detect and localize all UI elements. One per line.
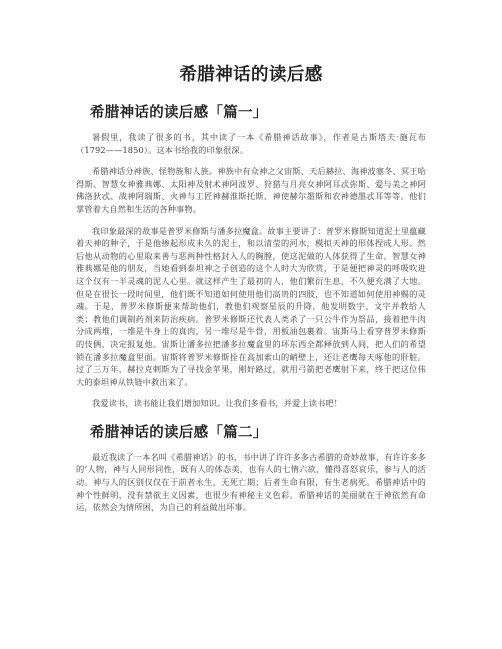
paragraph: 我印象最深的故事是普罗米修斯与潘多拉魔盒。故事主要讲了：普罗米修斯知道泥土里蕴藏着天神的种子，于是他掺起形成未久的泥土，和以清莹的河水，模拟天神的形体捏成人形。然后他从动物的心里取来善与恶两种性格封入人的胸膛，使这泥做的人体获得了生命。智慧女神雅典娜是他的朋友，当她看到泰坦神之子创造的这个人时大为欣赏，于是便把神灵的呼吸吹进这个仅有一半灵魂的泥人心里。就这样产生了最初的人，他们繁衍生息，不久便充满了大地。但是在很长一段时间里，他们既不知道如何使用他们高贵的四肢，也不知道如何使用神赐的灵魂。于是，普罗米修斯便来帮助他们，教他们观察星辰的升降，他发明数字、文字并教给人类；教他们调制药剂来防治疾病。普罗米修斯还代表人类杀了一只公牛作为祭品，接着把牛肉分成两堆，一堆是牛身上的真肉，另一堆尽是牛骨，用板油包裹着。宙斯马上看穿普罗米修斯的伎俩，决定报复他。宙斯让潘多拉把潘多拉魔盒里的坏东西全都释放到人间，把人们的希望锁在潘多拉魔盒里面。宙斯将普罗米修斯拴在高加索山的峭壁上，还让老鹰每天啄他的肝脏。过了三万年，赫拉克剌斯为了寻找金苹果，刚好路过，就用弓箭把老鹰射下来，终于把这位伟大的泰坦神从铁链中救出来了。 [76, 225, 426, 387]
section-2 [76, 421, 426, 514]
paragraph: 暑假里，我读了很多的书，其中读了一本《希腊神话故事》，作者是古斯塔夫·施瓦布（1792——1850）。这本书给我的印象很深。 [76, 132, 426, 155]
paragraph: 最近我读了一本名叫《希腊神话》的书，书中讲了许许多多古希腊的奇妙故事，有许许多多的‘人物，神与人同形同性，既有人的体态美，也有人的七情六欲，懂得喜怒哀乐，参与人的活动。神与人的区别仅仅在于前者永生，无死亡期；后者生命有限，有生老病死。希腊神话中的神个性鲜明，没有禁欲主义因素，也很少有神秘主义色彩。希腊神话的美丽就在于神依然有命运，依然会为情所困，为自己的利益做出坏事。 [76, 451, 426, 513]
section-1 [76, 101, 426, 410]
document-title: 希腊神话的读后感 [179, 65, 323, 85]
paragraph: 我爱读书，读书能让我们增加知识。让我们多看书，并爱上读书吧！ [92, 398, 343, 409]
paragraph: 希腊神话分神族、怪物族和人族。神族中有众神之父宙斯、天后赫拉、海神波塞冬、冥王哈得斯、智慧女神雅典娜、太阳神及射术神阿波罗、狩猎与月亮女神阿耳忒弥斯、爱与美之神阿佛洛狄忒、战神阿瑞斯、火神与工匠神赫淮斯托斯、神使赫尔墨斯和农神德墨忒耳等等。他们掌管着大自然和生活的各种事物。 [76, 166, 426, 214]
section-heading: 希腊神话的读后感「篇一」 [90, 105, 268, 121]
section-heading: 希腊神话的读后感「篇二」 [90, 424, 268, 441]
